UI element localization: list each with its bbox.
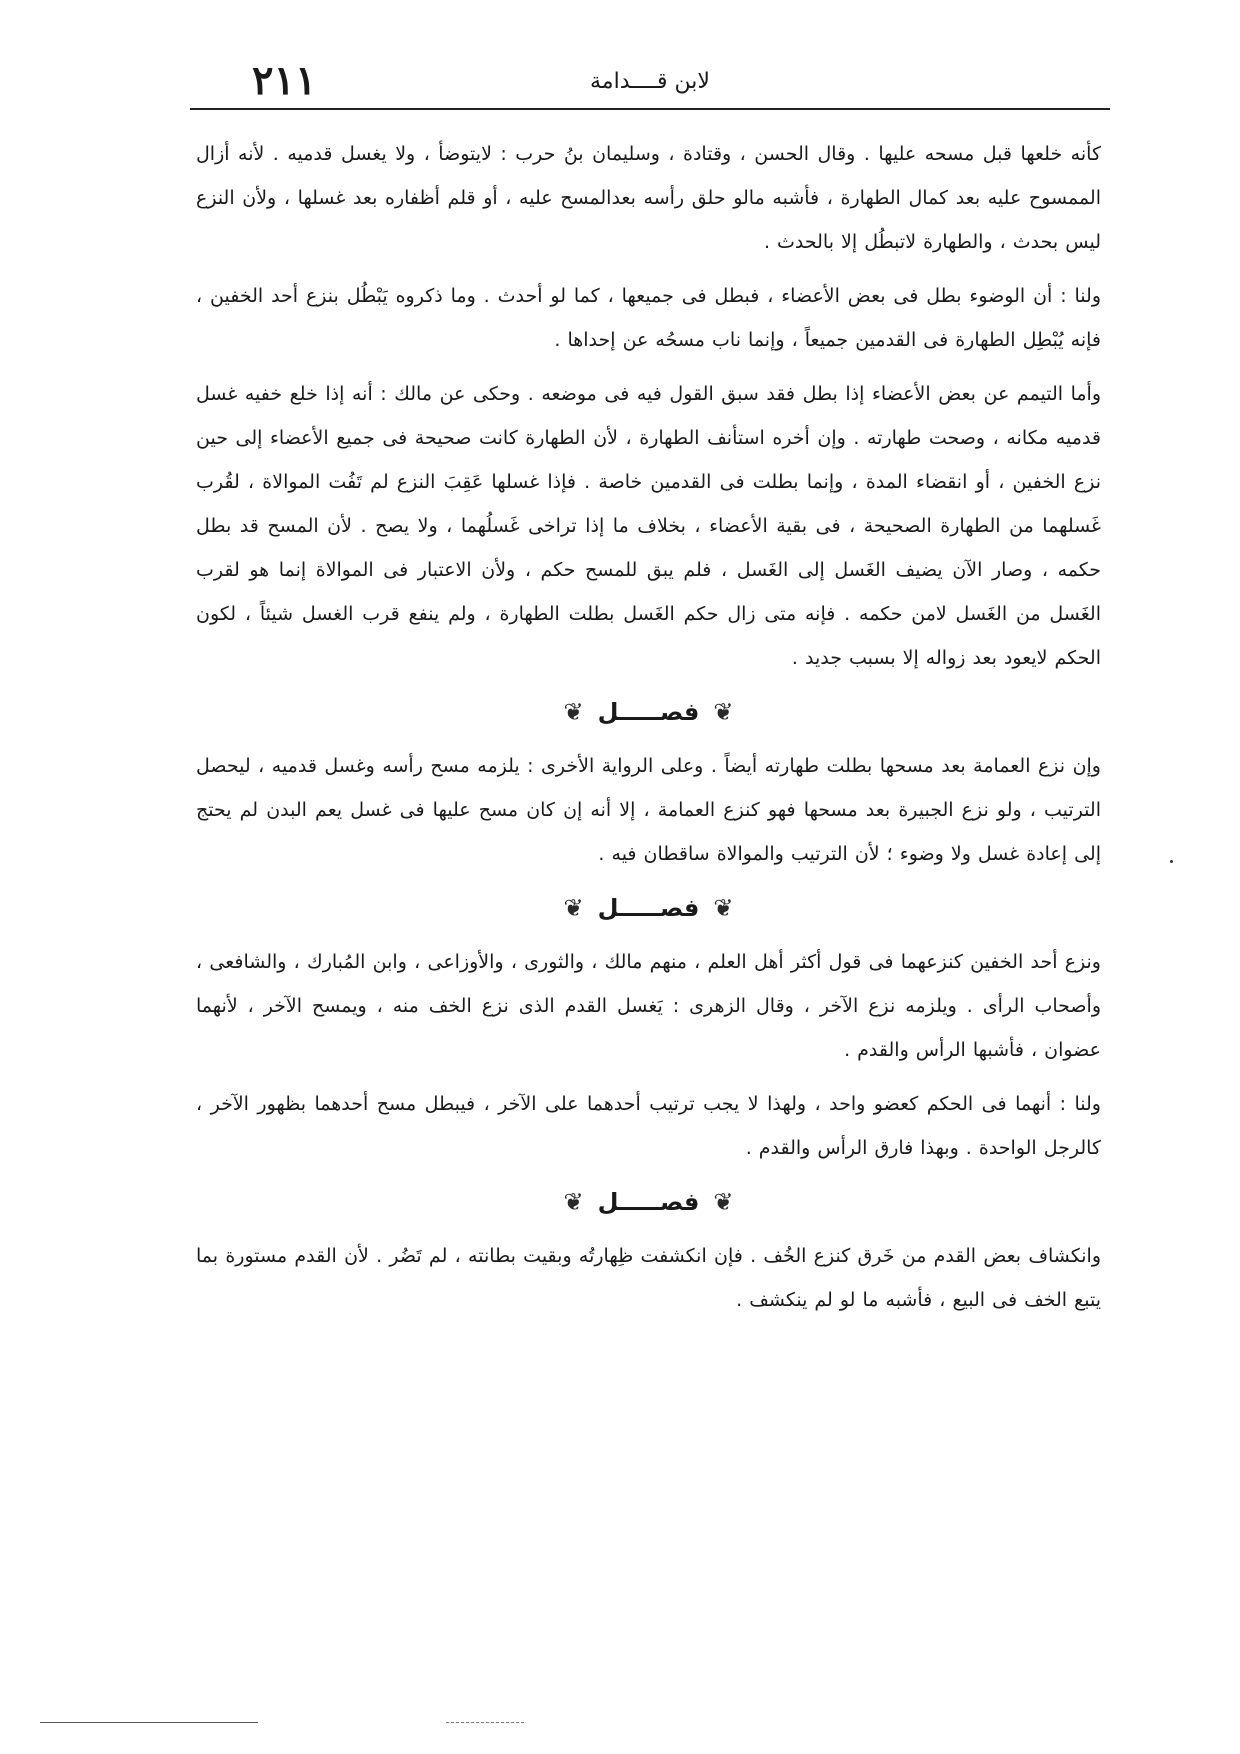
paragraph-gap [196,1072,1101,1082]
ornament-icon: ❦ [563,1188,584,1216]
footnote-rule [40,1722,258,1723]
paragraph-6: ولنا : أنهما فى الحكم كعضو واحد ، ولهذا لا يجب ترتيب أحدهما على الآخر ، فيبطل مسح أحدهما بظهور الآخر ، كالرجل الواحدة . وبهذا فارق الرأس والقدم . [196,1093,1101,1159]
header-rule [190,108,1110,110]
paragraph-5: ونزع أحد الخفين كنزعهما فى قول أكثر أهل العلم ، منهم مالك ، والثورى ، والأوزاعى ، وابن المُبارك ، والشافعى ، وأصحاب الرأى . ويلزمه نزع الآخر ، وقال الزهرى : يَغسل القدم الذى نزع الخف منه ، ويمسح الآخر ، لأنهما عضوان ، فأشبها الرأس والقدم . [196,951,1101,1061]
section-title: فصـــــل [597,894,700,922]
paragraph-7: وانكشاف بعض القدم من خَرق كنزع الخُف . فإن انكشفت ظِهارتُه وبقيت بطانته ، لم تَضُر . لأن القدم مستورة بما يتبع الخف فى البيع ، فأشبه ما لو لم ينكشف . [196,1245,1101,1311]
paragraph-gap [196,264,1101,274]
paragraph-1: كأنه خلعها قبل مسحه عليها . وقال الحسن ، وقتادة ، وسليمان بنُ حرب : لايتوضأ ، ولا يغسل قدميه . لأنه أزال الممسوح عليه بعد كمال الطهارة ، فأشبه مالو حلق رأسه بعدالمسح عليه ، أو قلم أظفاره بعد غسلها ، ولأن النزع ليس بحدث ، والطهارة لاتبطُل إلا بالحدث . [196,143,1101,253]
ornament-icon: ❦ [713,894,734,922]
ornament-icon: ❦ [563,894,584,922]
main-text [196,132,1101,1322]
page-number: ٢١١ [252,57,317,104]
ornament-icon: ❦ [563,698,584,726]
footnote-rule-dashed [446,1722,524,1723]
page-header [190,58,1110,104]
running-title: لابن قــــدامة [590,69,710,94]
section-heading-3 [196,1170,1101,1234]
paragraph-gap [196,362,1101,372]
margin-speck [1170,860,1173,863]
ornament-icon: ❦ [713,1188,734,1216]
paragraph-3: وأما التيمم عن بعض الأعضاء إذا بطل فقد سبق القول فيه فى موضعه . وحكى عن مالك : أنه إذا خلع خفيه غسل قدميه مكانه ، وصحت طهارته . وإن أخره استأنف الطهارة ، لأن الطهارة كانت صحيحة فى جميع الأعضاء إلى حين نزع الخفين ، أو انقضاء المدة ، وإنما بطلت فى القدمين خاصة . فإذا غسلها عَقِبَ النزع لم تَفُت الموالاة ، لقُرب غَسلهما من الطهارة الصحيحة ، فى بقية الأعضاء ، بخلاف ما إذا تراخى غَسلُهما ، ولا يصح . لأن المسح قد بطل حكمه ، وصار الآن يضيف الغَسل إلى الغَسل ، فلم يبق للمسح حكم ، ولأن الاعتبار فى الموالاة إنما هو لقرب الغَسل من الغَسل لامن حكمه . فإنه متى زال حكم الغَسل بطلت الطهارة ، ولم ينفع قرب الغسل شيئاً ، لكون الحكم لايعود بعد زواله إلا بسبب جديد . [196,383,1101,669]
ornament-icon: ❦ [713,698,734,726]
section-title: فصـــــل [597,1188,700,1216]
section-heading-1 [196,680,1101,744]
section-title: فصـــــل [597,698,700,726]
paragraph-2: ولنا : أن الوضوء بطل فى بعض الأعضاء ، فبطل فى جميعها ، كما لو أحدث . وما ذكروه يَبْطُل بنزع أحد الخفين ، فإنه يُبْطِل الطهارة فى القدمين جميعاً ، وإنما ناب مسحُه عن إحداها . [196,285,1101,351]
paragraph-4: وإن نزع العمامة بعد مسحها بطلت طهارته أيضاً . وعلى الرواية الأخرى : يلزمه مسح رأسه وغسل قدميه ، ليحصل الترتيب ، ولو نزع الجبيرة بعد مسحها فهو كنزع العمامة ، إلا أنه إن كان مسح عليها فى غسل يعم البدن لم يحتج إلى إعادة غسل ولا وضوء ؛ لأن الترتيب والموالاة ساقطان فيه . [196,755,1101,865]
section-heading-2 [196,876,1101,940]
